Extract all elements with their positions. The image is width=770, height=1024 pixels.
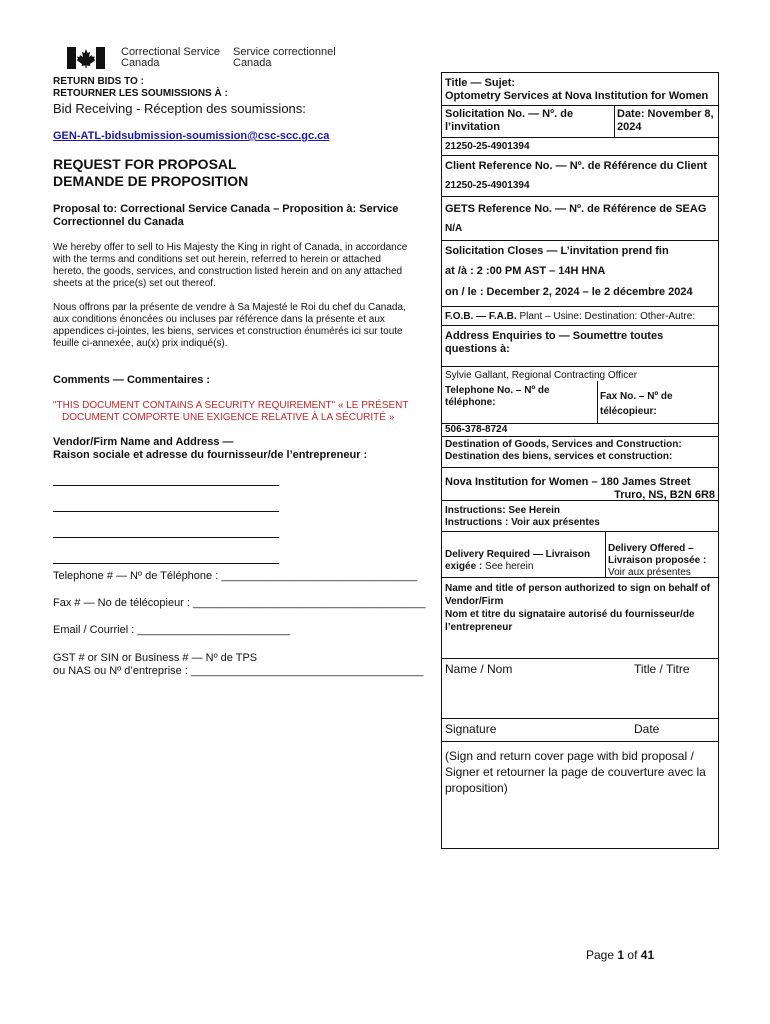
fax-label: Fax No. – Nº de télécopieur: bbox=[600, 391, 673, 417]
offer-text-en: We hereby offer to sell to His Majesty the King in right of Canada, in accordance with the terms and conditions set out herein, referred to herein or attached hereto, the goods, services, and construction listed herein and on any attached sheets at the price(s) set out thereof. bbox=[53, 242, 408, 289]
gst-field[interactable]: GST # or SIN or Business # — Nº de TPS ou NAS ou Nº d’entreprise : ______________________________________ bbox=[53, 652, 424, 677]
closes-label: Solicitation Closes — L’invitation prend fin bbox=[445, 245, 669, 257]
gets-ref-value: N/A bbox=[445, 223, 463, 234]
offer-text-fr: Nous offrons par la présente de vendre à Sa Majesté le Roi du chef du Canada, aux conditions énoncées ou incluses par référence dans la présente et aux appendices ci-jointes, les biens, services et construction énumérés ici sur toute feuille ci-annexée, au(x) prix indiqué(s). bbox=[53, 302, 406, 349]
contracting-officer: Sylvie Gallant, Regional Contracting Officer bbox=[445, 370, 638, 381]
bid-receiving-label: Bid Receiving - Réception des soumissions: bbox=[53, 101, 306, 116]
return-bids-label: RETURN BIDS TO : RETOURNER LES SOUMISSIONS À : bbox=[53, 76, 228, 99]
client-ref-label: Client Reference No. — Nº. de Référence du Client bbox=[445, 160, 707, 172]
agency-name-fr: Service correctionnel Canada bbox=[233, 46, 336, 69]
issue-date: Date: November 8, 2024 bbox=[617, 108, 714, 133]
telephone-field[interactable]: Telephone # — Nº de Téléphone : ________________________________ bbox=[53, 570, 418, 582]
title-field: Title — Sujet: Optometry Services at Nova Institution for Women bbox=[445, 77, 709, 102]
sign-return-note: (Sign and return cover page with bid proposal / Signer et retourner la page de couverture avec la proposition) bbox=[445, 749, 706, 795]
signature-field[interactable]: Signature bbox=[445, 722, 497, 736]
closes-time: at /à : 2 :00 PM AST – 14H HNA bbox=[445, 265, 606, 277]
enquiries-label: Address Enquiries to — Soumettre toutes questions à: bbox=[445, 330, 664, 355]
page-number: Page 1 of 41 bbox=[586, 948, 655, 962]
solicitation-label: Solicitation No. — Nº. de l’invitation bbox=[445, 108, 574, 133]
client-ref-number: 21250-25-4901394 bbox=[445, 180, 530, 191]
name-field[interactable]: Name / Nom bbox=[445, 662, 513, 676]
delivery-required: Delivery Required — Livraison exigée : See herein bbox=[445, 549, 591, 572]
security-notice: "THIS DOCUMENT CONTAINS A SECURITY REQUIREMENT" « LE PRÉSENT DOCUMENT COMPORTE UNE EXIGENCE RELATIVE À LA SÉCURITÉ » bbox=[53, 400, 409, 423]
proposal-to: Proposal to: Correctional Service Canada – Proposition à: Service Correctionnel du Canada bbox=[53, 203, 399, 228]
rfp-title: REQUEST FOR PROPOSAL DEMANDE DE PROPOSITION bbox=[53, 156, 249, 189]
closes-date: on / le : December 2, 2024 – le 2 décembre 2024 bbox=[445, 286, 693, 298]
telephone-value: 506-378-8724 bbox=[445, 424, 508, 435]
fob-field: F.O.B. — F.A.B. Plant – Usine: Destination: Other-Autre: bbox=[445, 311, 696, 322]
fax-field[interactable]: Fax # — No de télécopieur : ______________________________________ bbox=[53, 597, 426, 609]
gets-ref-label: GETS Reference No. — Nº. de Référence de SEAG bbox=[445, 203, 707, 215]
agency-name-en: Correctional Service Canada bbox=[121, 46, 221, 69]
telephone-label: Telephone No. – Nº de téléphone: bbox=[445, 385, 550, 408]
vendor-address-line-3[interactable] bbox=[53, 537, 279, 538]
instructions: Instructions: See Herein Instructions : Voir aux présentes bbox=[445, 505, 600, 528]
bid-email-link[interactable]: GEN-ATL-bidsubmission-soumission@csc-scc.gc.ca bbox=[53, 130, 330, 142]
destination-value: Nova Institution for Women – 180 James Street Truro, NS, B2N 6R8 bbox=[445, 476, 715, 501]
email-field[interactable]: Email / Courriel : _________________________ bbox=[53, 624, 291, 636]
vendor-address-line-1[interactable] bbox=[53, 485, 279, 486]
comments-label: Comments — Commentaires : bbox=[53, 374, 211, 386]
vendor-label: Vendor/Firm Name and Address — Raison sociale et adresse du fournisseur/de l’entrepreneur : bbox=[53, 436, 368, 461]
delivery-offered[interactable]: Delivery Offered – Livraison proposée : Voir aux présentes bbox=[608, 543, 707, 578]
canada-flag-icon bbox=[67, 47, 105, 69]
destination-label: Destination of Goods, Services and Construction: Destination des biens, services et construction: bbox=[445, 439, 682, 462]
vendor-address-line-4[interactable] bbox=[53, 563, 279, 564]
authorized-signatory-label: Name and title of person authorized to sign on behalf of Vendor/Firm Nom et titre du signataire autorisé du fournisseur/de l’entrepreneur bbox=[445, 583, 711, 633]
vendor-address-line-2[interactable] bbox=[53, 511, 279, 512]
title-field-input[interactable]: Title / Titre bbox=[634, 662, 690, 676]
date-field[interactable]: Date bbox=[634, 722, 660, 736]
solicitation-number: 21250-25-4901394 bbox=[445, 141, 530, 152]
